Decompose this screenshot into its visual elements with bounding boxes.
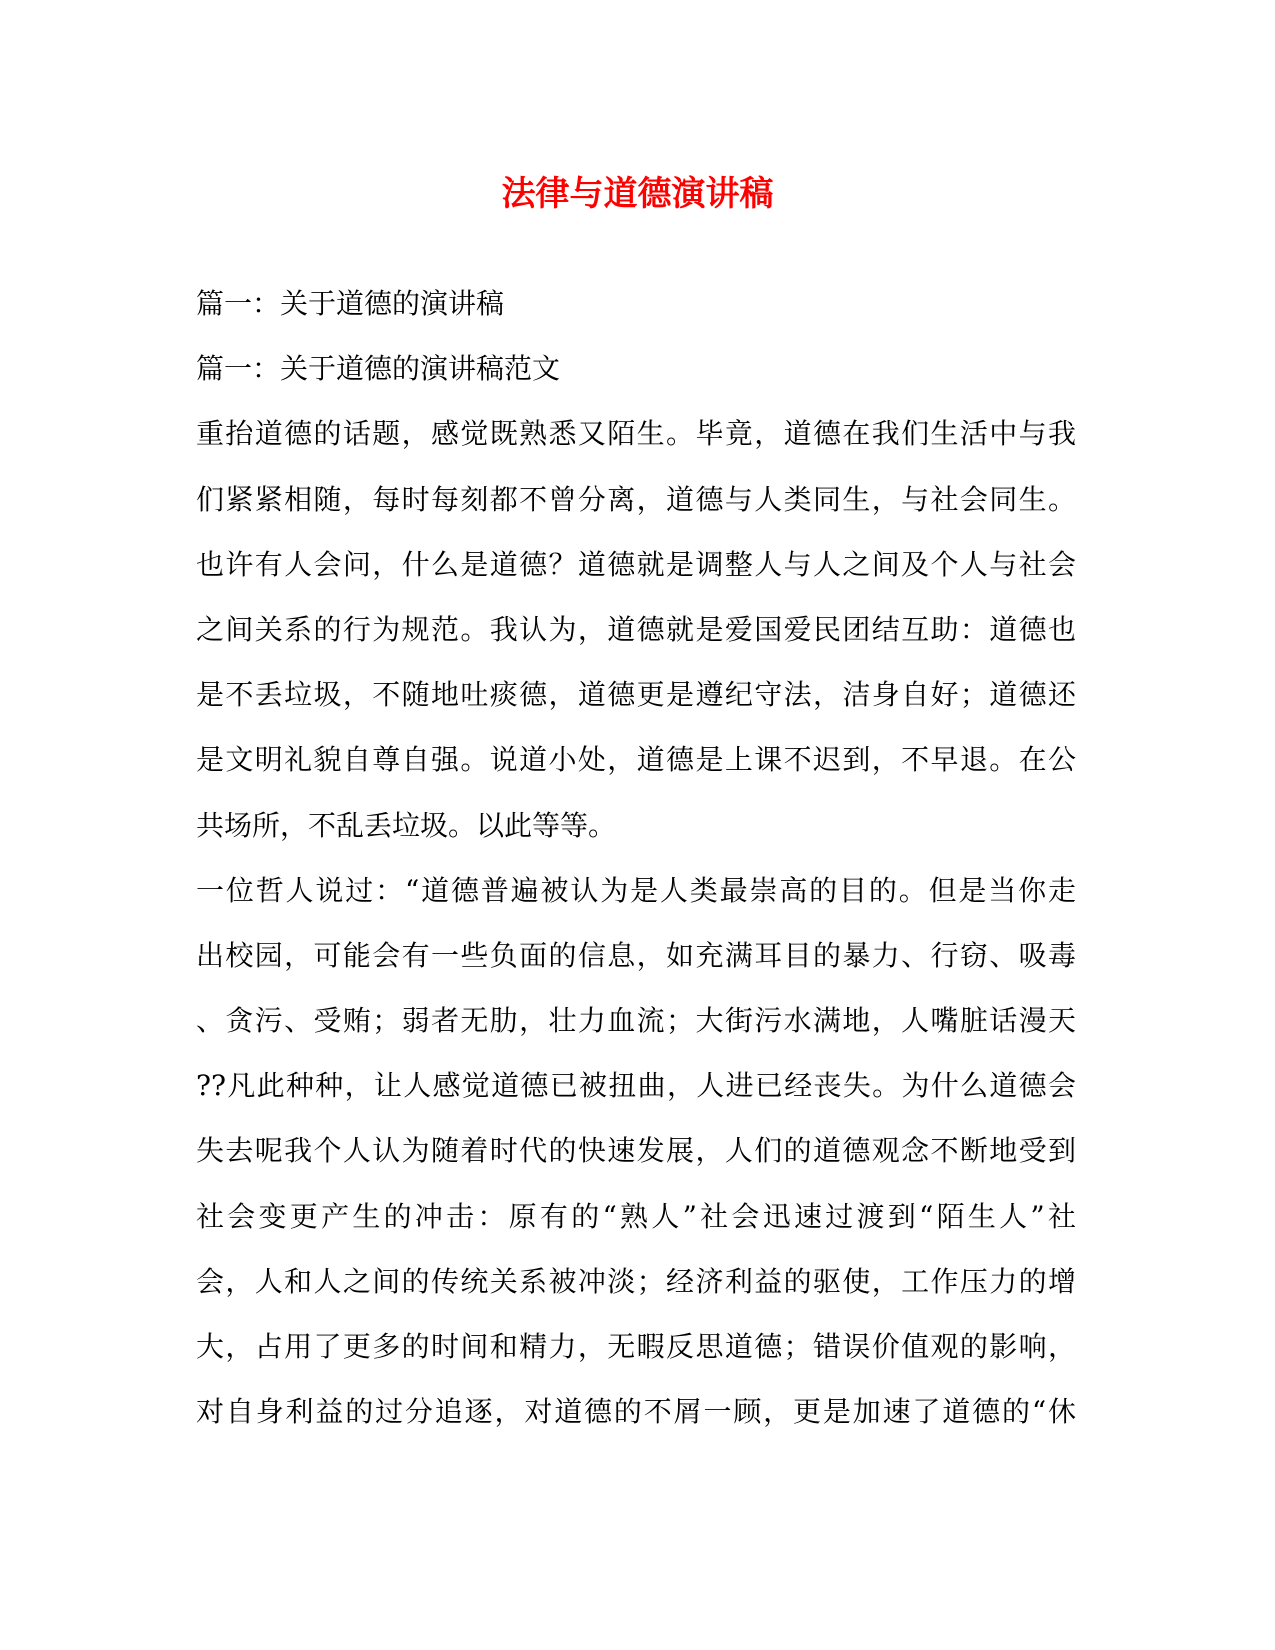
body-line: 会，人和人之间的传统关系被冲淡；经济利益的驱使，工作压力的增 bbox=[196, 1264, 1076, 1298]
body-line: 篇一：关于道德的演讲稿范文 bbox=[196, 352, 561, 386]
body-line: 一位哲人说过：“道德普遍被认为是人类最崇高的目的。但是当你走 bbox=[196, 873, 1076, 907]
body-line: 失去呢我个人认为随着时代的快速发展，人们的道德观念不断地受到 bbox=[196, 1134, 1076, 1168]
body-line: 出校园，可能会有一些负面的信息，如充满耳目的暴力、行窃、吸毒 bbox=[196, 938, 1076, 972]
body-line: 重抬道德的话题，感觉既熟悉又陌生。毕竟，道德在我们生活中与我 bbox=[196, 417, 1076, 451]
body-line: 们紧紧相随，每时每刻都不曾分离，道德与人类同生，与社会同生。 bbox=[196, 482, 1076, 516]
body-line: 共场所，不乱丢垃圾。以此等等。 bbox=[196, 808, 617, 842]
body-line: 、贪污、受贿；弱者无肋，壮力血流；大街污水满地，人嘴脏话漫天 bbox=[196, 1004, 1076, 1038]
body-line: 是不丢垃圾，不随地吐痰德，道德更是遵纪守法，洁身自好；道德还 bbox=[196, 678, 1076, 712]
document-body bbox=[196, 289, 1076, 1462]
body-line: 大，占用了更多的时间和精力，无暇反思道德；错误价值观的影响， bbox=[196, 1330, 1076, 1363]
document-title: 法律与道德演讲稿 bbox=[501, 174, 774, 214]
body-line: 对自身利益的过分追逐，对道德的不屑一顾，更是加速了道德的“休 bbox=[196, 1395, 1076, 1429]
body-line: 是文明礼貌自尊自强。说道小处，道德是上课不迟到，不早退。在公 bbox=[196, 743, 1076, 777]
body-line: 篇一：关于道德的演讲稿 bbox=[196, 287, 505, 320]
body-line: 之间关系的行为规范。我认为，道德就是爱国爱民团结互助：道德也 bbox=[196, 612, 1076, 646]
body-line: 也许有人会问，什么是道德？道德就是调整人与人之间及个人与社会 bbox=[196, 547, 1076, 581]
body-line: ??凡此种种，让人感觉道德已被扭曲，人进已经丧失。为什么道德会 bbox=[196, 1069, 1076, 1103]
body-line: 社会变更产生的冲击：原有的“熟人”社会迅速过渡到“陌生人”社 bbox=[196, 1199, 1076, 1233]
